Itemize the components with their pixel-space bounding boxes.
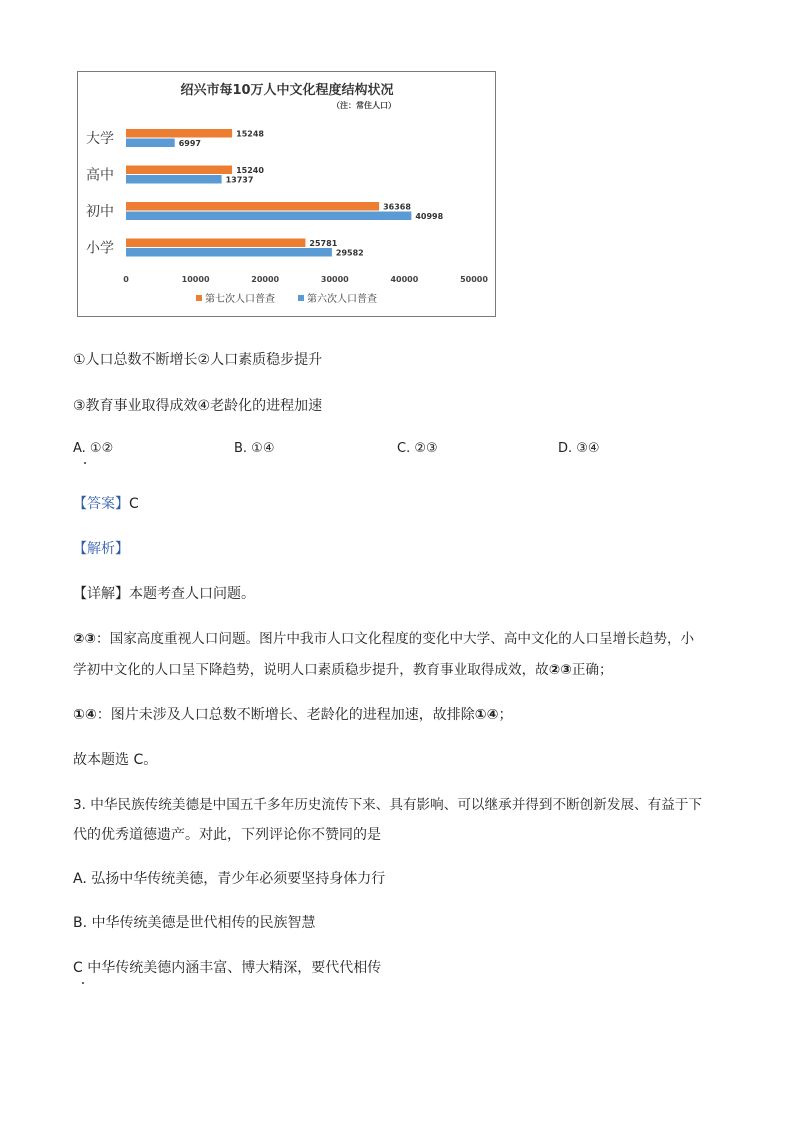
detail-conclusion: 故本题选 C。 [73, 752, 158, 768]
data-label: 13737 [225, 175, 254, 185]
bar [126, 202, 379, 211]
answer-tag: 【答案】 [73, 496, 129, 512]
detail-p2-end: ； [498, 707, 513, 723]
x-tick-label: 30000 [320, 275, 349, 284]
detail-p1-line2-marks: ②③ [548, 662, 572, 678]
detail-p2-marks2: ①④ [474, 707, 499, 723]
detail-p2-text: ：图片未涉及人口总数不断增长、老龄化的进程加速，故排除 [96, 707, 475, 723]
option-c: C. ②③ [397, 441, 438, 456]
data-label: 40998 [415, 212, 444, 221]
q3-line-1: 3. 中华民族传统美德是中国五千多年历史流传下来、具有影响、可以继承并得到不断创新发展、有益于下 [73, 797, 703, 813]
answer-value: C [129, 496, 139, 512]
analysis-tag: 【解析】 [73, 541, 129, 557]
detail-p1-line1 [73, 630, 694, 648]
detail-p1-line2 [73, 661, 613, 679]
option-b: B. ①④ [234, 441, 275, 456]
data-label: 36368 [383, 202, 411, 212]
legend-label: 第七次人口普查 [205, 294, 275, 305]
x-tick-label: 20000 [251, 275, 280, 284]
bar [126, 129, 232, 138]
x-tick-label: 10000 [181, 275, 210, 284]
statements-line-1: ①人口总数不断增长②人口素质稳步提升 [73, 352, 323, 368]
x-tick-label: 50000 [460, 275, 488, 284]
x-tick-label: 40000 [390, 275, 419, 284]
bar [126, 212, 411, 221]
legend-swatch [298, 295, 304, 301]
stray-dot-2 [82, 982, 84, 984]
data-label: 15248 [236, 129, 264, 139]
chart-title: 绍兴市每10万人中文化程度结构状况 [180, 83, 394, 98]
category-label: 小学 [86, 240, 114, 257]
detail-p2-marks: ①④ [73, 707, 97, 723]
stray-dot [84, 462, 86, 464]
answer-line [73, 495, 139, 513]
chart-subtitle: （注：常住人口） [332, 101, 396, 110]
detail-tag: 【详解】 [73, 586, 129, 602]
bar [126, 166, 232, 175]
detail-p2 [73, 706, 512, 724]
bar [126, 139, 175, 148]
detail-p1-line2-b: 正确； [571, 662, 613, 678]
data-label: 29582 [335, 248, 364, 258]
bar [126, 248, 332, 257]
data-label: 15240 [236, 166, 264, 175]
category-label: 高中 [86, 167, 114, 184]
x-tick-label: 0 [123, 275, 129, 284]
detail-p1-marks: ②③ [73, 631, 97, 647]
detail-p1-line2-a: 学初中文化的人口呈下降趋势，说明人口素质稳步提升，教育事业取得成效，故 [73, 662, 549, 678]
q3-option-a: A. 弘扬中华传统美德，青少年必须要坚持身体力行 [73, 871, 386, 887]
detail-intro: 本题考查人口问题。 [129, 586, 255, 602]
bar [126, 239, 305, 248]
data-label: 6997 [178, 139, 201, 148]
q3-line-2: 代的优秀道德遗产。对此，下列评论你不赞同的是 [73, 827, 381, 843]
analysis-line [73, 540, 129, 558]
category-label: 大学 [86, 131, 114, 147]
option-a: A. ①② [73, 441, 114, 456]
chart-svg [78, 72, 497, 318]
detail-p1-text: ：国家高度重视人口问题。图片中我市人口文化程度的变化中大学、高中文化的人口呈增长趋势，小 [96, 631, 695, 647]
bar [126, 175, 222, 184]
q3-option-b: B. 中华传统美德是世代相传的民族智慧 [73, 915, 316, 931]
q3-option-c: C 中华传统美德内涵丰富、博大精深，要代代相传 [73, 960, 382, 976]
legend-label: 第六次人口普查 [307, 294, 377, 305]
data-label: 25781 [309, 239, 338, 248]
detail-line [73, 585, 255, 603]
statements-line-2: ③教育事业取得成效④老龄化的进程加速 [73, 398, 323, 414]
option-d: D. ③④ [558, 441, 600, 456]
category-label: 初中 [86, 204, 114, 220]
legend-swatch [196, 295, 202, 301]
bar-chart [77, 71, 496, 317]
